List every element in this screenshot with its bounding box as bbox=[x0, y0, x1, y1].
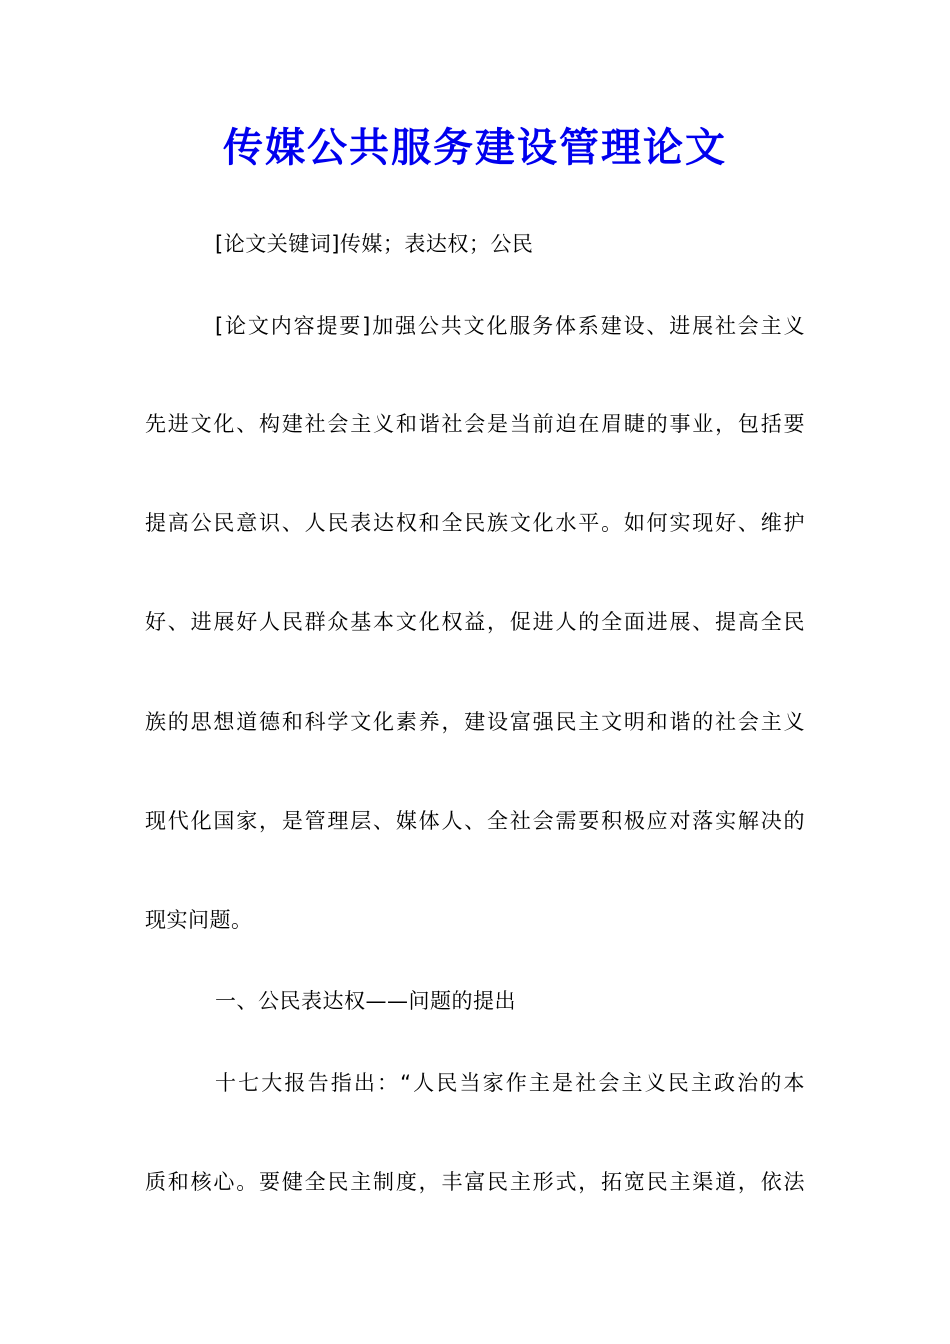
body-line: 十七大报告指出：“人民当家作主是社会主义民主政治的本 bbox=[215, 1071, 805, 1095]
abstract-line: 先进文化、构建社会主义和谐社会是当前迫在眉睫的事业，包括要 bbox=[145, 412, 805, 436]
abstract-line: 现实问题。 bbox=[145, 908, 253, 932]
abstract-line: 好、进展好人民群众基本文化权益，促进人的全面进展、提高全民 bbox=[145, 610, 805, 634]
keywords-line: [论文关键词]传媒；表达权；公民 bbox=[215, 232, 534, 256]
abstract-line: 族的思想道德和科学文化素养，建设富强民主文明和谐的社会主义 bbox=[145, 710, 805, 734]
section-heading: 一、公民表达权——问题的提出 bbox=[215, 989, 516, 1013]
abstract-line: 现代化国家，是管理层、媒体人、全社会需要积极应对落实解决的 bbox=[145, 809, 805, 833]
body-line: 质和核心。要健全民主制度，丰富民主形式，拓宽民主渠道，依法 bbox=[145, 1170, 805, 1194]
abstract-line: [论文内容提要]加强公共文化服务体系建设、进展社会主义 bbox=[215, 314, 805, 338]
abstract-line: 提高公民意识、人民表达权和全民族文化水平。如何实现好、维护 bbox=[145, 511, 805, 535]
document-title: 传媒公共服务建设管理论文 bbox=[223, 124, 727, 171]
